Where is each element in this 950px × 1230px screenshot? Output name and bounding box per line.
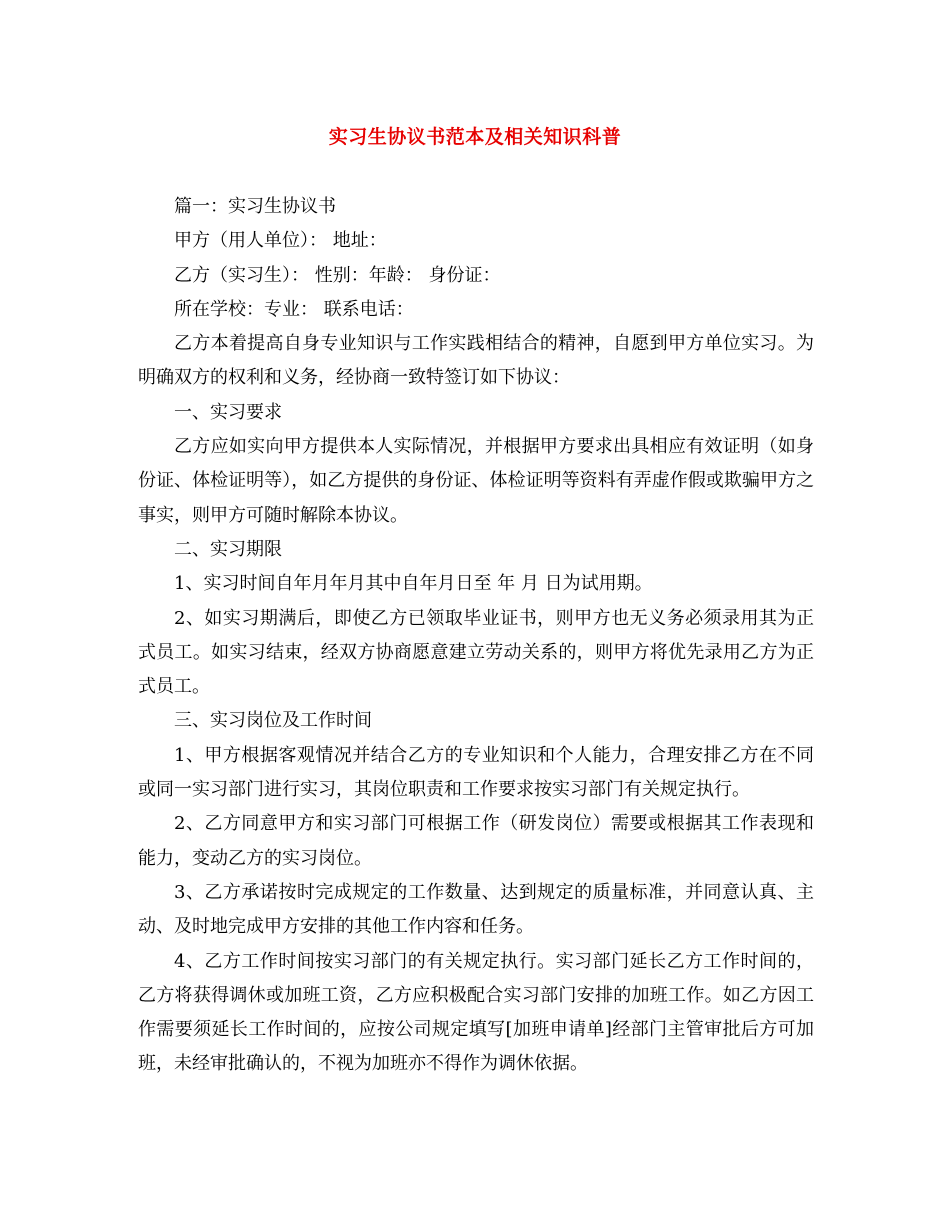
paragraph-period-2: 2、如实习期满后，即使乙方已领取毕业证书，则甲方也无义务必须录用其为正式员工。如实习结束，经双方协商愿意建立劳动关系的，则甲方将优先录用乙方为正式员工。 xyxy=(138,607,814,698)
paragraph-period-1: 1、实习时间自年月年月其中自年月日至 年 月 日为试用期。 xyxy=(174,573,653,595)
document-body xyxy=(138,190,814,1082)
paragraph-position-3: 3、乙方承诺按时完成规定的工作数量、达到规定的质量标准，并同意认真、主动、及时地完成甲方安排的其他工作内容和任务。 xyxy=(138,881,814,938)
paragraph-school-info: 所在学校：专业： 联系电话： xyxy=(174,298,414,320)
paragraph-requirements: 乙方应如实向甲方提供本人实际情况，并根据甲方要求出具相应有效证明（如身份证、体检证明等），如乙方提供的身份证、体检证明等资料有弄虚作假或欺骗甲方之事实，则甲方可随时解除本协议。 xyxy=(138,436,814,526)
paragraph-party-b: 乙方（实习生）： 性别：年龄： 身份证： xyxy=(174,264,501,286)
paragraph-party-a: 甲方（用人单位）： 地址： xyxy=(174,230,387,252)
section-heading-position: 三、实习岗位及工作时间 xyxy=(174,710,372,732)
paragraph-preamble: 乙方本着提高自身专业知识与工作实践相结合的精神，自愿到甲方单位实习。为明确双方的权利和义务，经协商一致特签订如下协议： xyxy=(138,333,814,389)
paragraph-part-one-heading: 篇一：实习生协议书 xyxy=(174,196,336,217)
paragraph-position-1: 1、甲方根据客观情况并结合乙方的专业知识和个人能力，合理安排乙方在不同或同一实习部门进行实习，其岗位职责和工作要求按实习部门有关规定执行。 xyxy=(138,744,814,801)
section-heading-requirements: 一、实习要求 xyxy=(174,401,282,423)
document-title: 实习生协议书范本及相关知识科普 xyxy=(328,126,622,148)
paragraph-position-4: 4、乙方工作时间按实习部门的有关规定执行。实习部门延长乙方工作时间的，乙方将获得调休或加班工资，乙方应积极配合实习部门安排的加班工作。如乙方因工作需要须延长工作时间的，应按公司规定填写[加班申请单]经部门主管审批后方可加班，未经审批确认的，不视为加班亦不得作为调休依据。 xyxy=(138,950,814,1075)
section-heading-period: 二、实习期限 xyxy=(174,538,282,560)
paragraph-position-2: 2、乙方同意甲方和实习部门可根据工作（研发岗位）需要或根据其工作表现和能力，变动乙方的实习岗位。 xyxy=(138,813,814,869)
